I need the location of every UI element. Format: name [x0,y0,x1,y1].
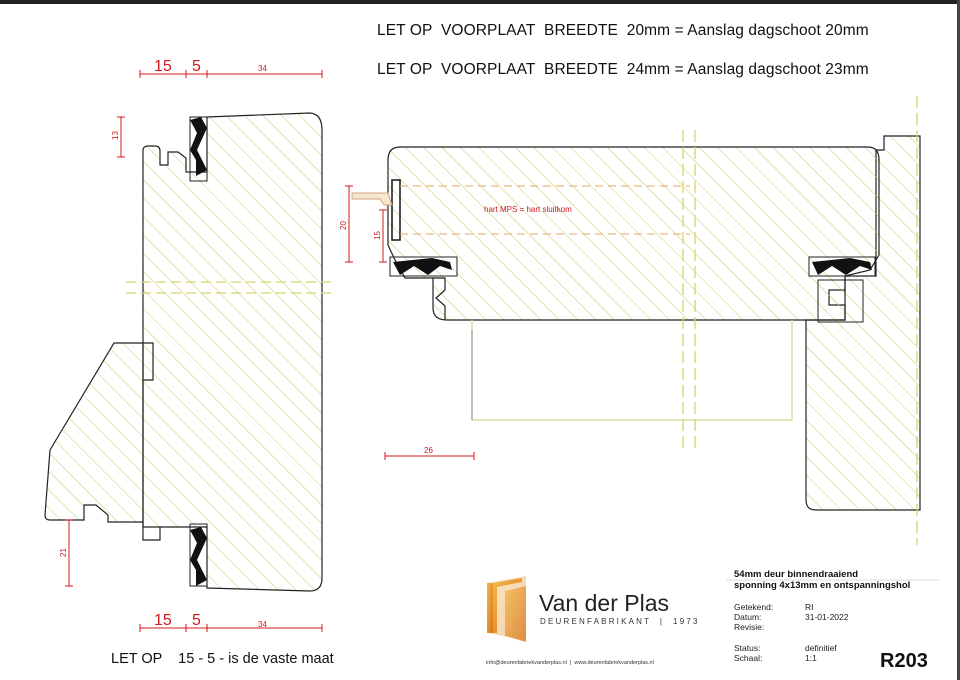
title-line-2: sponning 4x13mm en ontspanningshol [734,580,911,591]
dim-21: 21 [59,548,68,557]
dim-top-15: 15 [154,58,172,75]
title-line-1: 54mm deur binnendraaiend [734,569,859,580]
note-fixed-dimension: LET OP 15 - 5 - is de vaste maat [111,651,334,667]
schaal-label: Schaal: [734,653,763,663]
logo-door-icon [487,576,526,642]
dim-bottom-15: 15 [154,612,172,629]
weather-bar-profile [45,343,143,522]
dim-15: 15 [373,231,382,240]
seal-bottom [190,527,207,586]
note-line-2: LET OP VOORPLAAT BREEDTE 24mm = Aanslag dagschoot 23mm [377,61,869,78]
schaal-value: 1:1 [805,653,817,663]
dim-26: 26 [424,446,433,455]
getekend-label: Getekend: [734,602,774,612]
dim-bottom-34: 34 [258,620,267,629]
logo-name: Van der Plas [539,590,669,616]
revisie-label: Revisie: [734,622,765,632]
dim-13: 13 [111,131,120,140]
datum-value: 31-01-2022 [805,612,849,622]
logo-tagline: DEURENFABRIKANT | 1973 [540,617,700,626]
seal-top [190,117,207,176]
dim-top-5: 5 [192,58,201,75]
hart-annotation: hart MPS = hart sluitkom [484,205,572,214]
status-label: Status: [734,643,761,653]
left-door-section [45,113,336,591]
title-block-title [734,569,910,591]
dim-20: 20 [339,221,348,230]
door-leaf-horizontal [388,147,879,320]
right-door-section [352,96,920,545]
door-profile [143,113,322,591]
datum-label: Datum: [734,612,762,622]
drawing-code: R203 [880,650,928,672]
getekend-value: RI [805,602,814,612]
dim-bottom-5: 5 [192,612,201,629]
note-line-1: LET OP VOORPLAAT BREEDTE 20mm = Aanslag dagschoot 20mm [377,22,869,39]
status-value: definitief [805,643,837,653]
dim-top-34: 34 [258,64,267,73]
logo-contact: info@deurenfabriekvanderplas.nl | www.deurenfabriekvanderplas.nl [486,660,654,666]
